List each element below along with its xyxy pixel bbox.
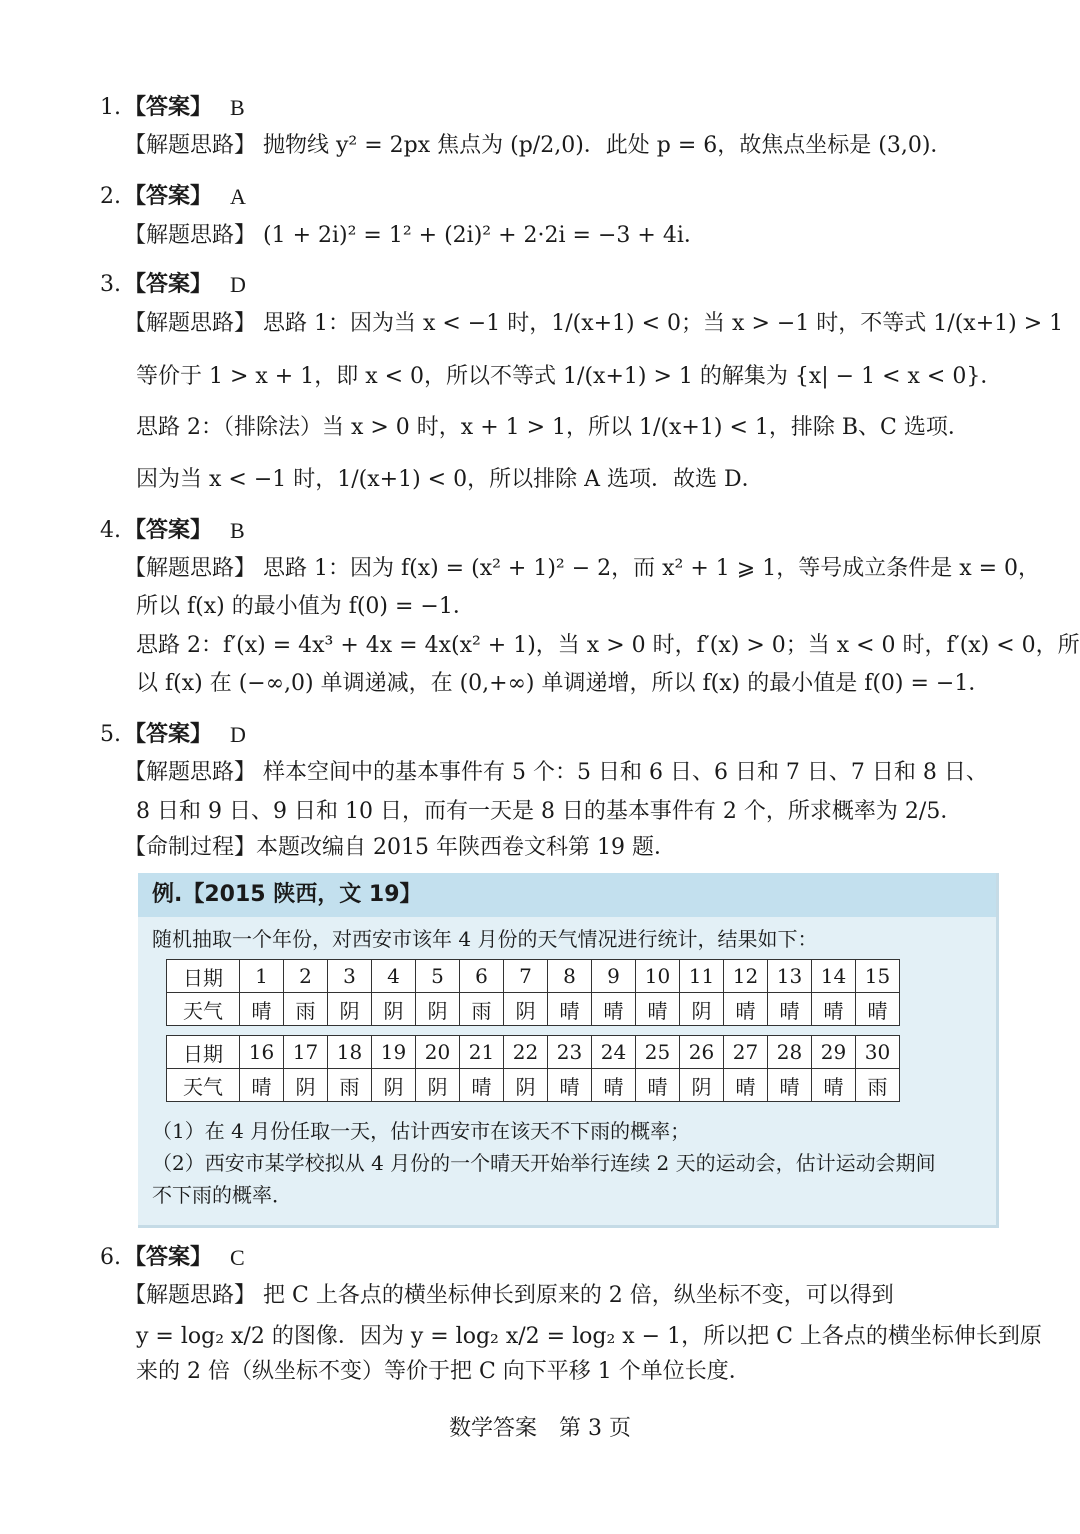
weather-cell: 阴: [416, 1069, 460, 1102]
weather-cell: 阴: [680, 993, 724, 1026]
weather-cell: 阴: [372, 993, 416, 1026]
item-number: 6.: [100, 1245, 121, 1270]
answer-tag: 【答案】: [124, 1245, 213, 1270]
answer-value: D: [230, 722, 246, 747]
weather-cell: 阴: [416, 993, 460, 1026]
weather-cell: 晴: [768, 1069, 812, 1102]
date-cell: 26: [680, 1036, 724, 1069]
weather-cell: 晴: [636, 1069, 680, 1102]
answer-tag: 【答案】: [124, 722, 213, 747]
date-cell: 25: [636, 1036, 680, 1069]
date-cell: 17: [284, 1036, 328, 1069]
date-cell: 4: [372, 960, 416, 993]
row-head-weather: 天气: [167, 1069, 240, 1102]
answer-value: B: [230, 95, 245, 120]
weather-cell: 晴: [724, 1069, 768, 1102]
date-cell: 20: [416, 1036, 460, 1069]
date-cell: 18: [328, 1036, 372, 1069]
date-cell: 11: [680, 960, 724, 993]
solution-text: 来的 2 倍（纵坐标不变）等价于把 C 向下平移 1 个单位长度．: [136, 1359, 751, 1384]
weather-cell: 晴: [812, 993, 856, 1026]
solution-text: 所以 f(x) 的最小值为 f(0) = −1．: [136, 594, 475, 619]
solution-text: 【解题思路】 思路 1：因为当 x < −1 时，1/(x+1) < 0；当 x > −1 时，不等式 1/(x+1) > 1: [124, 311, 1064, 336]
weather-cell: 晴: [724, 993, 768, 1026]
weather-cell: 雨: [856, 1069, 900, 1102]
date-cell: 27: [724, 1036, 768, 1069]
date-cell: 16: [240, 1036, 284, 1069]
date-cell: 10: [636, 960, 680, 993]
example-intro: 随机抽取一个年份，对西安市该年 4 月份的天气情况进行统计，结果如下：: [152, 927, 818, 951]
answer-tag: 【答案】: [124, 184, 213, 209]
solution-text: 【解题思路】 抛物线 y² = 2px 焦点为 (p/2,0)．此处 p = 6，故焦点坐标是 (3,0)．: [124, 133, 953, 158]
weather-table-1: [166, 959, 900, 1026]
date-cell: 23: [548, 1036, 592, 1069]
row-head-date: 日期: [167, 960, 240, 993]
weather-cell: 阴: [504, 993, 548, 1026]
date-cell: 9: [592, 960, 636, 993]
weather-cell: 晴: [812, 1069, 856, 1102]
weather-cell: 晴: [460, 1069, 504, 1102]
table-row-weather: [167, 993, 900, 1026]
weather-cell: 阴: [284, 1069, 328, 1102]
date-cell: 6: [460, 960, 504, 993]
solution-text: 以 f(x) 在 (−∞,0) 单调递减，在 (0,+∞) 单调递增，所以 f(x) 的最小值是 f(0) = −1．: [136, 671, 991, 696]
answer-value: B: [230, 518, 245, 543]
row-head-weather: 天气: [167, 993, 240, 1026]
weather-cell: 晴: [592, 1069, 636, 1102]
weather-cell: 晴: [636, 993, 680, 1026]
date-cell: 30: [856, 1036, 900, 1069]
answer-value: D: [230, 272, 246, 297]
date-cell: 28: [768, 1036, 812, 1069]
answer-tag: 【答案】: [124, 95, 213, 120]
weather-cell: 雨: [460, 993, 504, 1026]
date-cell: 2: [284, 960, 328, 993]
answer-value: A: [230, 184, 246, 209]
process-text: 【命制过程】本题改编自 2015 年陕西卷文科第 19 题．: [124, 835, 676, 860]
solution-text: 思路 2：f′(x) = 4x³ + 4x = 4x(x² + 1)，当 x > 0 时，f′(x) > 0；当 x < 0 时，f′(x) < 0，所: [136, 633, 1080, 658]
date-cell: 22: [504, 1036, 548, 1069]
date-cell: 15: [856, 960, 900, 993]
weather-cell: 晴: [768, 993, 812, 1026]
date-cell: 13: [768, 960, 812, 993]
weather-cell: 晴: [592, 993, 636, 1026]
item-number: 5.: [100, 722, 121, 747]
item-number: 3.: [100, 272, 121, 297]
date-cell: 1: [240, 960, 284, 993]
weather-cell: 雨: [328, 1069, 372, 1102]
example-header: [138, 873, 996, 917]
solution-text: 因为当 x < −1 时，1/(x+1) < 0，所以排除 A 选项．故选 D．: [136, 467, 764, 492]
example-question-2-line-1: （2）西安市某学校拟从 4 月份的一个晴天开始举行连续 2 天的运动会，估计运动会期间: [152, 1151, 936, 1175]
row-head-date: 日期: [167, 1036, 240, 1069]
weather-table-2: [166, 1035, 900, 1102]
solution-text: 等价于 1 > x + 1，即 x < 0，所以不等式 1/(x+1) > 1 的解集为 {x| − 1 < x < 0}．: [136, 364, 1003, 389]
date-cell: 3: [328, 960, 372, 993]
weather-cell: 阴: [328, 993, 372, 1026]
date-cell: 29: [812, 1036, 856, 1069]
date-cell: 14: [812, 960, 856, 993]
solution-text: 【解题思路】 样本空间中的基本事件有 5 个：5 日和 6 日、6 日和 7 日、7 日和 8 日、: [124, 760, 988, 785]
date-cell: 7: [504, 960, 548, 993]
answer-tag: 【答案】: [124, 272, 213, 297]
example-box: [138, 873, 999, 1228]
example-question-1: （1）在 4 月份任取一天，估计西安市在该天不下雨的概率；: [152, 1119, 691, 1143]
solution-text: y = log₂ x/2 的图像．因为 y = log₂ x/2 = log₂ x − 1，所以把 C 上各点的横坐标伸长到原: [136, 1324, 1042, 1349]
date-cell: 24: [592, 1036, 636, 1069]
table-row-weather: [167, 1069, 900, 1102]
weather-cell: 晴: [856, 993, 900, 1026]
answer-tag: 【答案】: [124, 518, 213, 543]
solution-text: 思路 2：（排除法）当 x > 0 时，x + 1 > 1，所以 1/(x+1) < 1，排除 B、C 选项．: [136, 415, 970, 440]
date-cell: 12: [724, 960, 768, 993]
weather-cell: 阴: [680, 1069, 724, 1102]
weather-cell: 晴: [548, 1069, 592, 1102]
item-number: 1.: [100, 95, 121, 120]
page-footer: 数学答案 第 3 页: [449, 1416, 631, 1441]
table-row-dates: [167, 960, 900, 993]
solution-text: 【解题思路】 (1 + 2i)² = 1² + (2i)² + 2·2i = −3 + 4i．: [124, 223, 706, 248]
item-number: 2.: [100, 184, 121, 209]
weather-cell: 雨: [284, 993, 328, 1026]
weather-cell: 晴: [240, 993, 284, 1026]
weather-cell: 晴: [548, 993, 592, 1026]
example-question-2-line-2: 不下雨的概率．: [152, 1183, 292, 1207]
answer-value: C: [230, 1245, 245, 1270]
date-cell: 19: [372, 1036, 416, 1069]
date-cell: 8: [548, 960, 592, 993]
table-row-dates: [167, 1036, 900, 1069]
example-title: 例.【2015 陕西，文 19】: [152, 882, 422, 907]
solution-text: 8 日和 9 日、9 日和 10 日，而有一天是 8 日的基本事件有 2 个，所求概率为 2/5．: [136, 799, 963, 824]
weather-cell: 晴: [240, 1069, 284, 1102]
solution-text: 【解题思路】 思路 1：因为 f(x) = (x² + 1)² − 2，而 x² + 1 ⩾ 1，等号成立条件是 x = 0，: [124, 556, 1041, 581]
date-cell: 5: [416, 960, 460, 993]
solution-text: 【解题思路】 把 C 上各点的横坐标伸长到原来的 2 倍，纵坐标不变，可以得到: [124, 1283, 894, 1308]
weather-cell: 阴: [504, 1069, 548, 1102]
weather-cell: 阴: [372, 1069, 416, 1102]
date-cell: 21: [460, 1036, 504, 1069]
item-number: 4.: [100, 518, 121, 543]
